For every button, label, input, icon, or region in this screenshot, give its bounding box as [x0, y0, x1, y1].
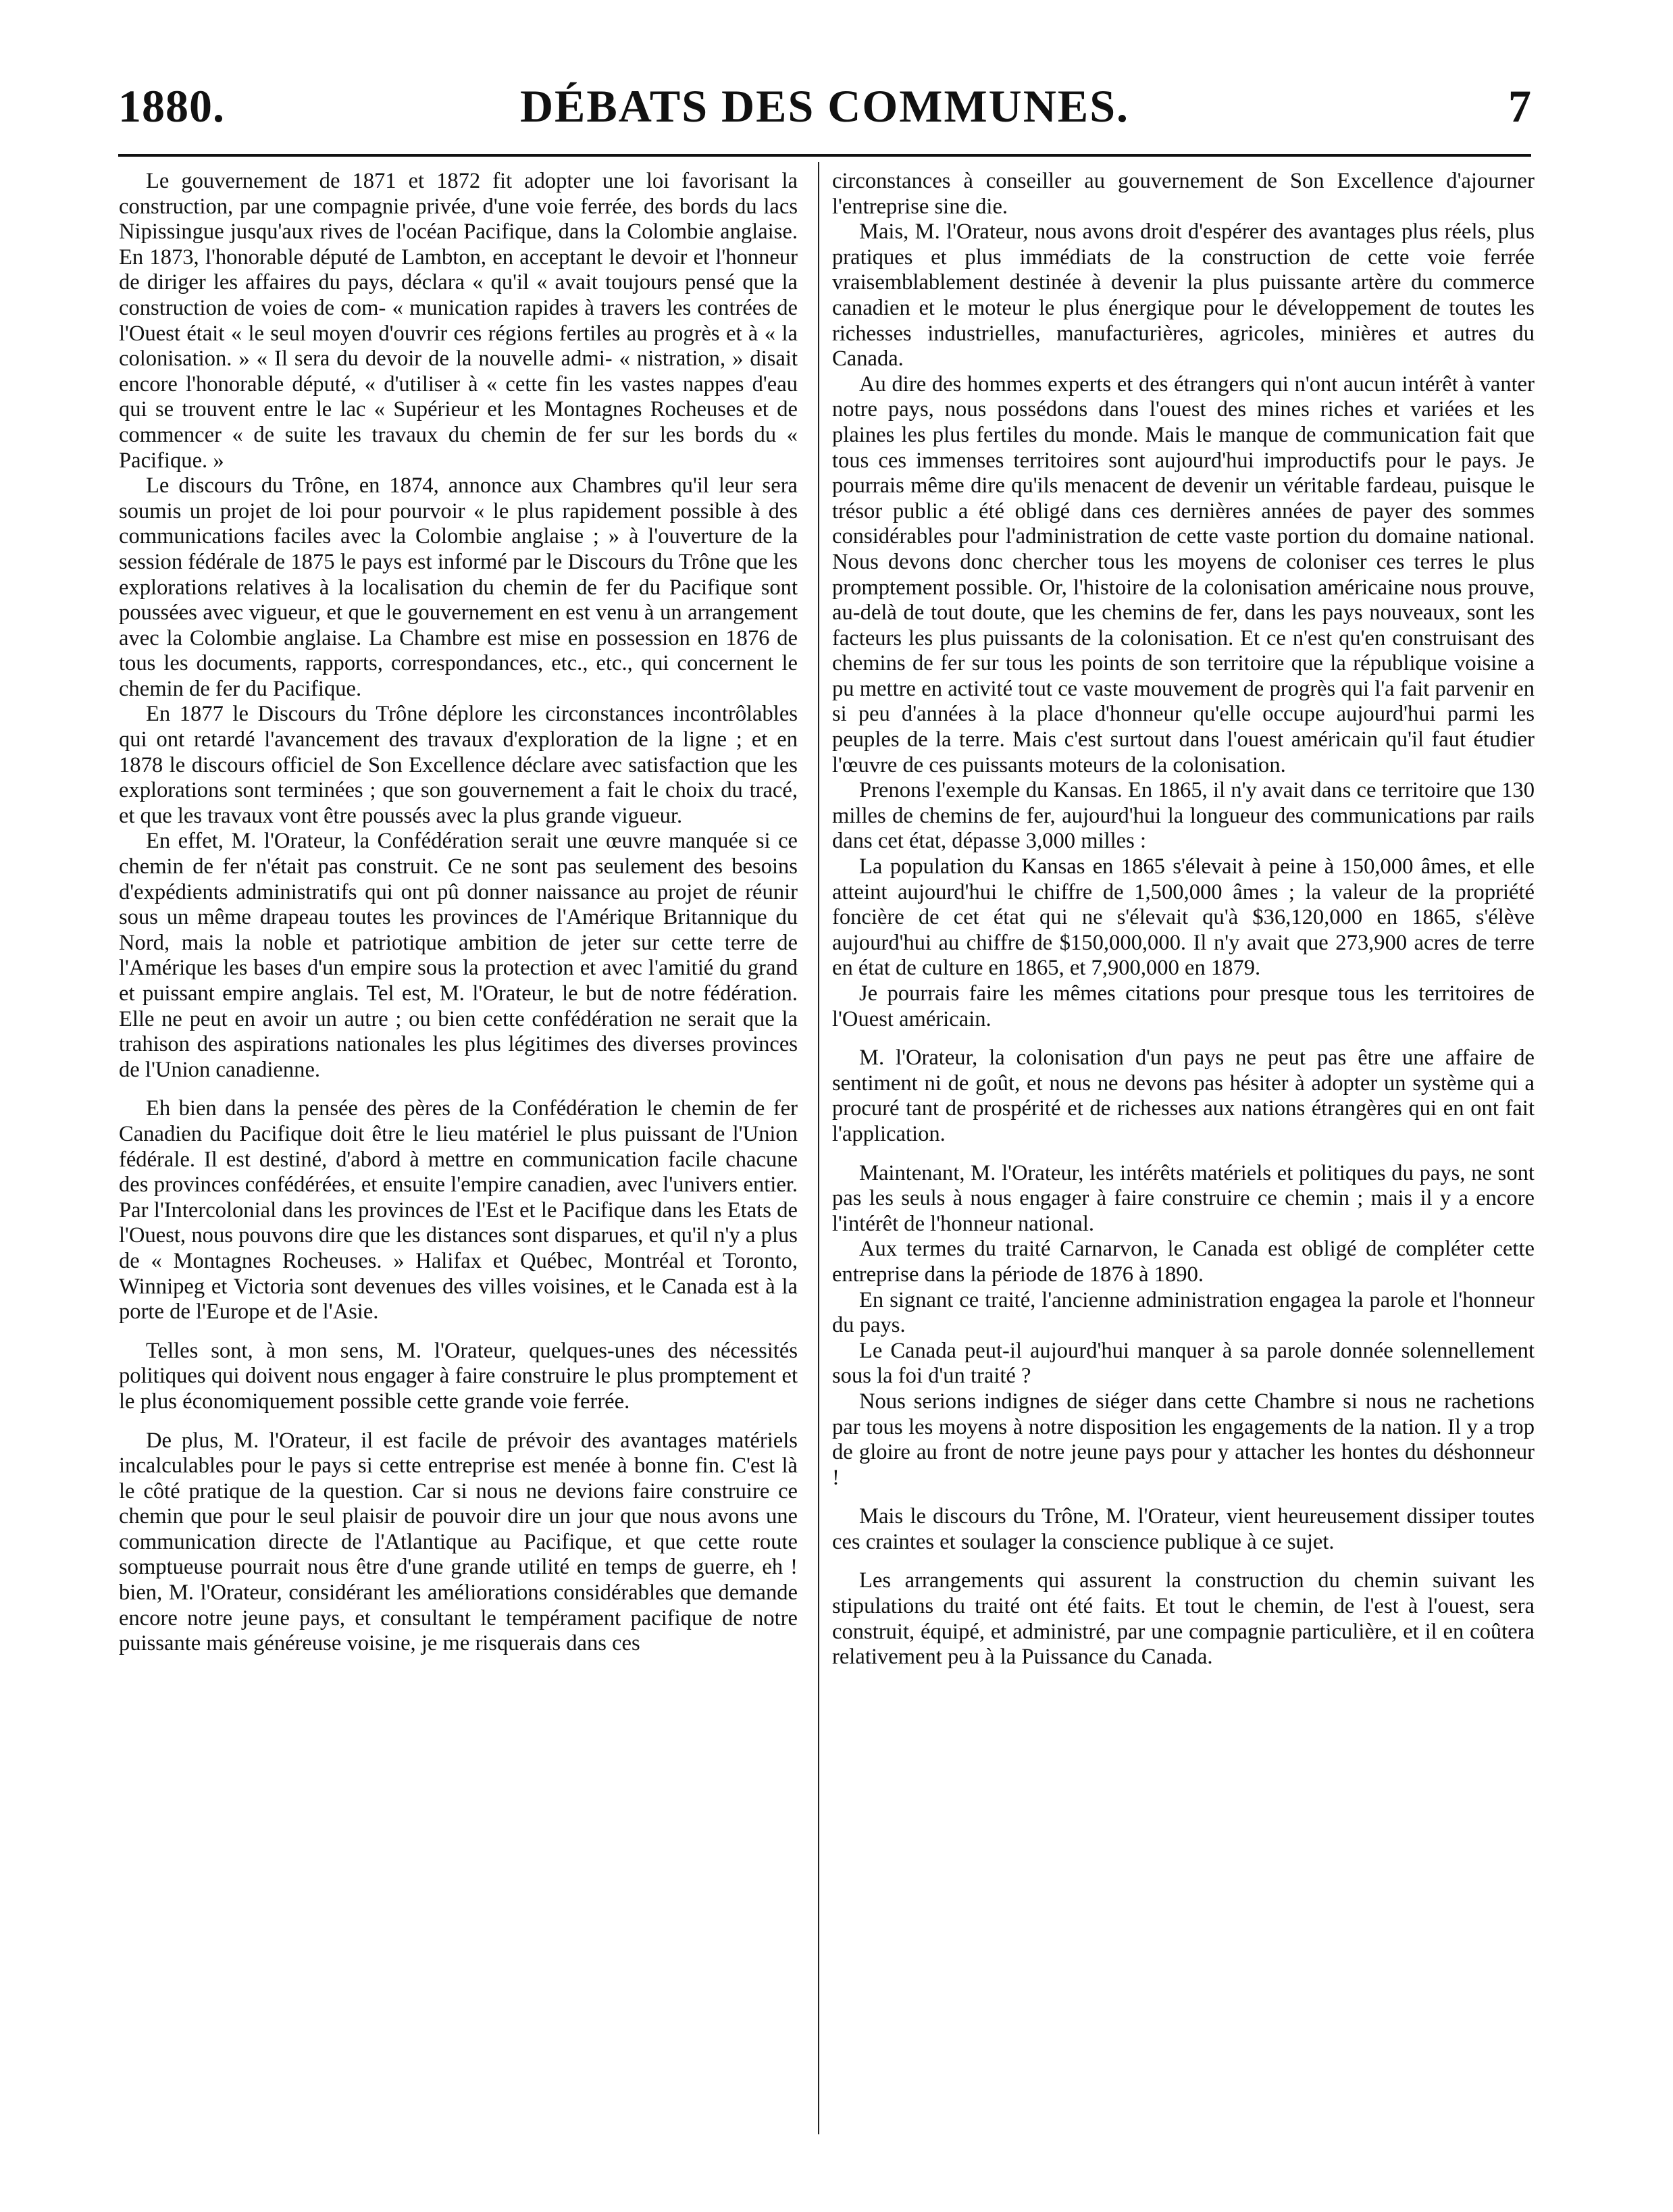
paragraph: Eh bien dans la pensée des pères de la Confédération le chemin de fer Canadien du Pacifique doit être le lieu matériel le plus puissant de l'Union fédérale. Il est destiné, d'abord à mettre en communication facile chacune des provinces confédérées, et ensuite l'empire canadien, avec l'univers entier. Par l'Intercolonial dans les provinces de l'Est et le Pacifique dans les Etats de l'Ouest, nous pouvons dire que les distances sont disparues, et qu'il n'y a plus de « Montagnes Rocheuses. » Halifax et Québec, Montréal et Toronto, Winnipeg et Victoria sont devenues des villes voisines, et le Canada est à la porte de l'Europe et de l'Asie.	[119, 1096, 798, 1324]
header-rule	[118, 154, 1531, 157]
paragraph: circonstances à conseiller au gouvernement de Son Excellence d'ajourner l'entreprise sine die.	[832, 169, 1535, 219]
paragraph: Maintenant, M. l'Orateur, les intérêts matériels et politiques du pays, ne sont pas les seuls à nous engager à faire construire ce chemin ; mais il y a encore l'intérêt de l'honneur national.	[832, 1160, 1535, 1236]
paragraph: Mais le discours du Trône, M. l'Orateur, vient heureusement dissiper toutes ces craintes et soulager la conscience publique à ce sujet.	[832, 1504, 1535, 1554]
paragraph: Le Canada peut-il aujourd'hui manquer à sa parole donnée solennellement sous la foi d'un traité ?	[832, 1338, 1535, 1389]
paragraph: Telles sont, à mon sens, M. l'Orateur, quelques-unes des nécessités politiques qui doivent nous engager à faire construire le plus promptement et le plus économiquement possible cette grande voie ferrée.	[119, 1338, 798, 1414]
paragraph: Je pourrais faire les mêmes citations pour presque tous les territoires de l'Ouest américain.	[832, 981, 1535, 1031]
header-year: 1880.	[118, 80, 225, 132]
paragraph: Au dire des hommes experts et des étrangers qui n'ont aucun intérêt à vanter notre pays, nous possédons dans l'ouest des mines riches et variées et les plaines les plus fertiles du monde. Mais le manque de communication fait que tous ces immenses territoires sont aujourd'hui improductifs pour le pays. Je pourrais même dire qu'ils menacent de devenir un véritable fardeau, puisque le trésor public a été obligé dans ces dernières années de payer des sommes considérables pour l'administration de cette vaste portion du domaine national. Nous devons donc chercher tous les moyens de coloniser ces terres le plus promptement possible. Or, l'histoire de la colonisation américaine nous prouve, au-delà de tout doute, que les chemins de fer, dans les pays nouveaux, sont les facteurs les plus puissants de la colonisation. Et ce n'est qu'en construisant des chemins de fer sur tous les points de son territoire que la république voisine a pu mettre en activité tout ce vaste mouvement de progrès qui l'a fait parvenir en si peu d'années à la place d'honneur qu'elle occupe aujourd'hui parmi les peuples de la terre. Mais c'est surtout dans l'ouest américain qu'il faut étudier l'œuvre de ces puissants moteurs de la colonisation.	[832, 371, 1535, 777]
paragraph: En effet, M. l'Orateur, la Confédération serait une œuvre manquée si ce chemin de fer n'était pas construit. Ce ne sont pas seulement des besoins d'expédients administratifs qui ont pû donner naissance au projet de réunir sous un même drapeau toutes les provinces de l'Amérique Britannique du Nord, mais la noble et patriotique ambition de jeter sur cette terre de l'Amérique les bases d'un empire sous la protection et avec l'amitié du grand et puissant empire anglais. Tel est, M. l'Orateur, le but de notre fédération. Elle ne peut en avoir un autre ; ou bien cette confédération ne serait que la trahison des aspirations nationales les plus légitimes des diverses provinces de l'Union canadienne.	[119, 829, 798, 1082]
paragraph: Aux termes du traité Carnarvon, le Canada est obligé de compléter cette entreprise dans la période de 1876 à 1890.	[832, 1237, 1535, 1287]
paragraph: Mais, M. l'Orateur, nous avons droit d'espérer des avantages plus réels, plus pratiques et plus immédiats de la construction de cette voie ferrée vraisemblablement destinée à devenir la plus puissante artère du commerce canadien et le moteur le plus énergique pour le développement de toutes les richesses industrielles, manufacturières, agricoles, minières et autres du Canada.	[832, 220, 1535, 371]
paragraph: De plus, M. l'Orateur, il est facile de prévoir des avantages matériels incalculables pour le pays si cette entreprise est menée à bonne fin. C'est là le côté pratique de la question. Car si nous ne devions faire construire ce chemin que pour le seul plaisir de pouvoir dire un jour que nous avons une communication directe de l'Atlantique au Pacifique, et que cette route somptueuse pourrait nous être d'une grande utilité en temps de guerre, eh ! bien, M. l'Orateur, considérant les améliorations considérables que demande encore notre jeune pays, et consultant le tempérament pacifique de notre puissante mais généreuse voisine, je me risquerais dans ces	[119, 1428, 798, 1656]
right-column	[832, 169, 1535, 1670]
paragraph: La population du Kansas en 1865 s'élevait à peine à 150,000 âmes, et elle atteint aujourd'hui le chiffre de 1,500,000 âmes ; la valeur de la propriété foncière de cet état qui ne s'élevait qu'à $36,120,000 en 1865, s'élève aujourd'hui au chiffre de $150,000,000. Il n'y avait que 273,900 acres de terre en état de culture en 1865, et 7,900,000 en 1879.	[832, 854, 1535, 981]
column-divider	[818, 162, 819, 2134]
page-header	[118, 80, 1531, 154]
paragraph: Les arrangements qui assurent la construction du chemin suivant les stipulations du traité ont été faits. Et tout le chemin, de l'est à l'ouest, sera construit, équipé, et administré, par une compagnie particulière, et il en coûtera relativement peu à la Puissance du Canada.	[832, 1568, 1535, 1670]
paragraph: En 1877 le Discours du Trône déplore les circonstances incontrôlables qui ont retardé l'avancement des travaux d'exploration de la ligne ; et en 1878 le discours officiel de Son Excellence déclare avec satisfaction que les explorations sont terminées ; que son gouvernement a fait le choix du tracé, et que les travaux vont être poussés avec la plus grande vigueur.	[119, 702, 798, 828]
paragraph: Le discours du Trône, en 1874, annonce aux Chambres qu'il leur sera soumis un projet de loi pour pourvoir « le plus rapidement possible à des communications faciles avec la Colombie anglaise ; » à l'ouverture de la session fédérale de 1875 le pays est informé par le Discours du Trône que les explorations relatives à la localisation du chemin de fer du Pacifique sont poussées avec vigueur, et que le gouvernement en est venu à un arrangement avec la Colombie anglaise. La Chambre est mise en possession en 1876 de tous les documents, rapports, correspondances, etc., etc., qui concernent le chemin de fer du Pacifique.	[119, 473, 798, 701]
header-page-number: 7	[1508, 80, 1531, 132]
header-title: DÉBATS DES COMMUNES.	[519, 80, 1130, 132]
paragraph: En signant ce traité, l'ancienne administration engagea la parole et l'honneur du pays.	[832, 1287, 1535, 1338]
paragraph: Nous serions indignes de siéger dans cette Chambre si nous ne rachetions par tous les moyens à notre disposition les engagements de la nation. Il y a trop de gloire au front de notre jeune pays pour y attacher les hontes du déshonneur !	[832, 1389, 1535, 1490]
paragraph: Prenons l'exemple du Kansas. En 1865, il n'y avait dans ce territoire que 130 milles de chemins de fer, aujourd'hui la longueur des communications par rails dans cet état, dépasse 3,000 milles :	[832, 778, 1535, 854]
paragraph: Le gouvernement de 1871 et 1872 fit adopter une loi favorisant la construction, par une compagnie privée, d'une voie ferrée, des bords du lacs Nipissingue jusqu'aux rives de l'océan Pacifique, dans la Colombie anglaise. En 1873, l'honorable député de Lambton, en acceptant le devoir et l'honneur de diriger les affaires du pays, déclara « qu'il « avait toujours pensé que la construction de voies de com- « munication rapides à travers les contrées de l'Ouest était « le seul moyen d'ouvrir ces régions fertiles au progrès et à « la colonisation. » « Il sera du devoir de la nouvelle admi- « nistration, » disait encore l'honorable député, « d'utiliser à « cette fin les vastes nappes d'eau qui se trouvent entre le lac « Supérieur et les Montagnes Rocheuses et de commencer « de suite les travaux du chemin de fer sur les bords du « Pacifique. »	[119, 169, 798, 473]
paragraph: M. l'Orateur, la colonisation d'un pays ne peut pas être une affaire de sentiment ni de goût, et nous ne devons pas hésiter à adopter un système qui a procuré tant de prospérité et de richesses aux nations étrangères qui en ont fait l'application.	[832, 1046, 1535, 1146]
left-column	[119, 169, 798, 1657]
